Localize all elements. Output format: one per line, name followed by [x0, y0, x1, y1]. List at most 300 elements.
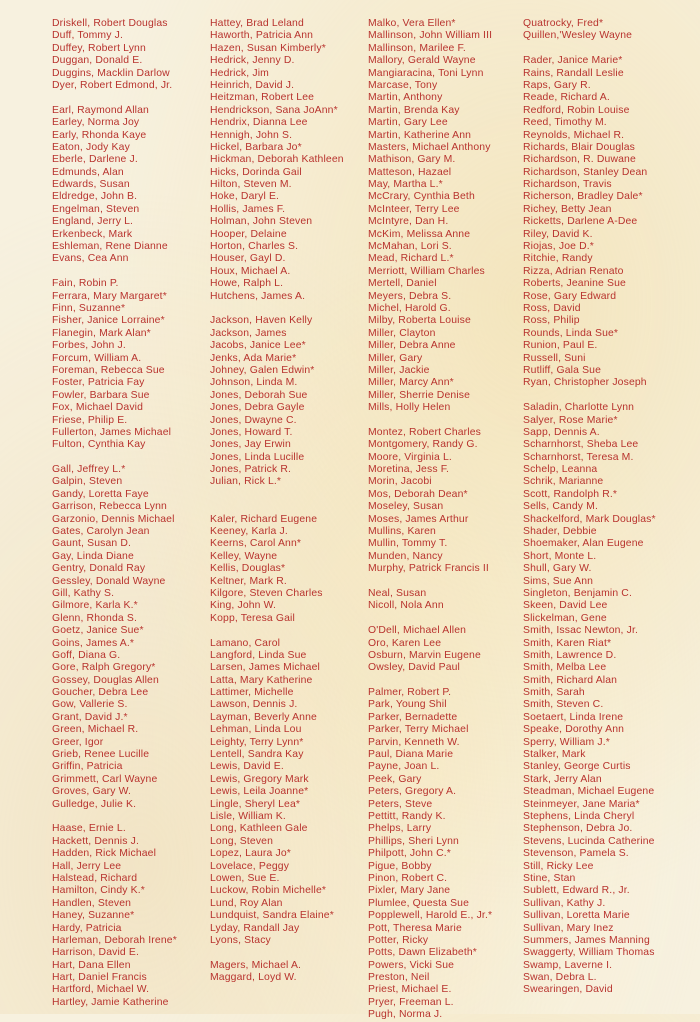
student-name: Oro, Karen Lee	[368, 637, 442, 649]
student-name: Stevenson, Pamela S.	[523, 848, 629, 860]
student-name: Forbes, John J.	[52, 340, 126, 352]
student-name: Smith, Karen Riat*	[523, 637, 612, 649]
student-name: Pott, Theresa Marie	[368, 922, 462, 934]
student-name: Hartley, Jamie Katherine	[52, 996, 169, 1008]
student-name: Grant, David J.*	[52, 711, 128, 723]
student-name: Reynolds, Michael R.	[523, 129, 625, 141]
student-name: Long, Steven	[210, 835, 274, 847]
student-name: Potts, Dawn Elizabeth*	[368, 947, 477, 959]
student-name: Powers, Vicki Sue	[368, 959, 455, 971]
student-name: Singleton, Benjamin C.	[523, 587, 632, 599]
name-column-1	[52, 18, 177, 1009]
student-name: Earl, Raymond Allan	[52, 104, 149, 116]
student-name: Gill, Kathy S.	[52, 587, 115, 599]
student-name: Gaunt, Susan D.	[52, 538, 132, 550]
student-name: Jones, Jay Erwin	[210, 439, 291, 451]
student-name: Lewis, David E.	[210, 761, 284, 773]
student-name: Lund, Roy Alan	[210, 897, 283, 909]
student-name: Hennigh, John S.	[210, 129, 293, 141]
student-name: Schrik, Marianne	[523, 476, 604, 488]
student-name: Gentry, Donald Ray	[52, 563, 146, 575]
student-name: Kilgore, Steven Charles	[210, 587, 323, 599]
student-name: Swearingen, David	[523, 984, 613, 996]
student-name: Kelley, Wayne	[210, 550, 278, 562]
student-name: Peters, Steve	[368, 798, 433, 810]
student-name: Magers, Michael A.	[210, 959, 302, 971]
student-name: Mallinson, John William III	[368, 30, 493, 42]
student-name: Leighty, Terry Lynn*	[210, 736, 304, 748]
student-name: Osburn, Marvin Eugene	[368, 649, 481, 661]
student-name: Houx, Michael A.	[210, 265, 291, 277]
student-name: McCrary, Cynthia Beth	[368, 191, 475, 203]
student-name: Green, Michael R.	[52, 724, 139, 736]
student-name: Slickelman, Gene	[523, 612, 607, 624]
student-name: Gore, Ralph Gregory*	[52, 662, 156, 674]
student-name: Miller, Gary	[368, 352, 423, 364]
student-name: Quatrocky, Fred*	[523, 18, 604, 29]
student-name: Philpott, John C.*	[368, 848, 451, 860]
student-name: Foster, Patricia Fay	[52, 377, 145, 389]
student-name: McIntyre, Dan H.	[368, 216, 449, 228]
student-name: Gulledge, Julie K.	[52, 798, 137, 810]
student-name: Layman, Beverly Anne	[210, 711, 317, 723]
student-name: Dyer, Robert Edmond, Jr.	[52, 79, 173, 91]
student-name: Murphy, Patrick Francis II	[368, 563, 489, 575]
group-spacer	[52, 92, 177, 104]
student-name: Raps, Gary R.	[523, 79, 591, 91]
student-name: Swamp, Laverne I.	[523, 959, 613, 971]
student-name: Handlen, Steven	[52, 897, 132, 909]
student-name: Glenn, Rhonda S.	[52, 612, 138, 624]
student-name: Stephens, Linda Cheryl	[523, 811, 635, 822]
student-name: Smith, Steven C.	[523, 699, 604, 711]
student-name: Hartford, Michael W.	[52, 984, 150, 996]
student-name: Lundquist, Sandra Elaine*	[210, 910, 334, 922]
student-name: Hackett, Dennis J.	[52, 835, 140, 847]
student-name: Fain, Robin P.	[52, 278, 119, 290]
student-name: Ricketts, Darlene A-Dee	[523, 216, 638, 228]
student-name: Richardson, Travis	[523, 179, 612, 191]
student-name: Lisle, William K.	[210, 811, 286, 822]
student-name: Galpin, Steven	[52, 476, 123, 488]
student-name: Eldredge, John B.	[52, 191, 138, 203]
student-name: McKim, Melissa Anne	[368, 228, 471, 240]
student-name: Edwards, Susan	[52, 179, 130, 191]
student-name: Groves, Gary W.	[52, 786, 132, 798]
student-name: Stephenson, Debra Jo.	[523, 823, 633, 835]
student-name: Richerson, Bradley Dale*	[523, 191, 643, 203]
name-column-4	[523, 18, 656, 997]
student-name: Hilton, Steven M.	[210, 179, 292, 191]
student-name: Pixler, Mary Jane	[368, 885, 451, 897]
student-name: Goucher, Debra Lee	[52, 687, 149, 699]
student-name: Julian, Rick L.*	[210, 476, 282, 488]
student-name: Martin, Gary Lee	[368, 117, 448, 129]
student-name: Gossey, Douglas Allen	[52, 674, 159, 686]
student-name: Phillips, Sheri Lynn	[368, 835, 459, 847]
student-name: Matteson, Hazael	[368, 166, 452, 178]
student-name: Hendrix, Dianna Lee	[210, 117, 308, 129]
student-name: Goins, James A.*	[52, 637, 135, 649]
student-name: O'Dell, Michael Allen	[368, 625, 467, 637]
student-name: Jones, Debra Gayle	[210, 402, 305, 414]
student-name: Duggins, Macklin Darlow	[52, 67, 170, 79]
student-name: Grieb, Renee Lucille	[52, 749, 150, 761]
student-name: Hollis, James F.	[210, 203, 286, 215]
student-name: Eshleman, Rene Dianne	[52, 241, 168, 253]
student-name: Forcum, William A.	[52, 352, 142, 364]
student-name: Fullerton, James Michael	[52, 426, 172, 438]
student-name: Rader, Janice Marie*	[523, 55, 623, 67]
student-name: Ross, Philip	[523, 315, 580, 327]
student-name: Sells, Candy M.	[523, 501, 599, 513]
student-name: Peek, Gary	[368, 773, 422, 785]
student-name: Scharnhorst, Teresa M.	[523, 451, 634, 463]
student-name: Stine, Stan	[523, 872, 576, 884]
student-name: Mead, Richard L.*	[368, 253, 454, 265]
student-name: Evans, Cea Ann	[52, 253, 129, 265]
student-name: Lyons, Stacy	[210, 934, 271, 946]
student-name: Hedrick, Jim	[210, 67, 269, 79]
student-name: Ross, David	[523, 302, 581, 314]
student-name: Shull, Gary W.	[523, 563, 592, 575]
student-name: Greer, Igor	[52, 736, 104, 748]
student-name: Halstead, Richard	[52, 872, 138, 884]
student-name: Lowen, Sue E.	[210, 872, 280, 884]
student-name: Masters, Michael Anthony	[368, 141, 491, 153]
student-name: McInteer, Terry Lee	[368, 203, 460, 215]
student-name: Scharnhorst, Sheba Lee	[523, 439, 639, 451]
student-name: Mullins, Karen	[368, 526, 436, 538]
student-name: Rains, Randall Leslie	[523, 67, 624, 79]
student-name: Stanley, George Curtis	[523, 761, 631, 773]
student-name: Swaggerty, William Thomas	[523, 947, 655, 959]
student-name: May, Martha L.*	[368, 179, 443, 191]
student-name: Hardy, Patricia	[52, 922, 122, 934]
student-name: Riley, David K.	[523, 228, 593, 240]
student-name: Gandy, Loretta Faye	[52, 488, 149, 500]
student-name: Lehman, Linda Lou	[210, 724, 302, 736]
student-name: Finn, Suzanne*	[52, 302, 126, 314]
student-name: Pinon, Robert C.	[368, 872, 448, 884]
student-name: Salyer, Rose Marie*	[523, 414, 618, 426]
student-name: Driskell, Robert Douglas	[52, 18, 168, 29]
student-name: Griffin, Patricia	[52, 761, 123, 773]
student-name: Rizza, Adrian Renato	[523, 265, 624, 277]
student-name: Runion, Paul E.	[523, 340, 598, 352]
student-name: Earley, Norma Joy	[52, 117, 140, 129]
student-name: Hoke, Daryl E.	[210, 191, 280, 203]
student-name: Ryan, Christopher Joseph	[523, 377, 647, 389]
group-spacer	[210, 625, 344, 637]
student-name: Jones, Patrick R.	[210, 464, 292, 476]
student-name: Sublett, Edward R., Jr.	[523, 885, 630, 897]
student-name: Lyday, Randall Jay	[210, 922, 300, 934]
student-name: Hamilton, Cindy K.*	[52, 885, 145, 897]
student-name: Martin, Katherine Ann	[368, 129, 472, 141]
student-name: Hazen, Susan Kimberly*	[210, 42, 326, 54]
name-column-3	[368, 18, 492, 1022]
student-name: Lattimer, Michelle	[210, 687, 294, 699]
student-name: Michel, Harold G.	[368, 302, 451, 314]
student-name: Friese, Philip E.	[52, 414, 128, 426]
student-name: Johney, Galen Edwin*	[210, 364, 315, 376]
student-name: Lewis, Gregory Mark	[210, 773, 309, 785]
student-name: Shoemaker, Alan Eugene	[523, 538, 644, 550]
student-name: Grimmett, Carl Wayne	[52, 773, 158, 785]
student-name: Ritchie, Randy	[523, 253, 593, 265]
student-name: Parker, Terry Michael	[368, 724, 469, 736]
student-name: Preston, Neil	[368, 972, 430, 984]
student-name: Houser, Gayl D.	[210, 253, 286, 265]
student-name: Pugh, Norma J.	[368, 1009, 443, 1021]
student-name: Mullin, Tommy T.	[368, 538, 448, 550]
student-name: Duggan, Donald E.	[52, 55, 143, 67]
student-name: Pettitt, Randy K.	[368, 811, 446, 822]
student-name: Fulton, Cynthia Kay	[52, 439, 146, 451]
student-name: Speake, Dorothy Ann	[523, 724, 625, 736]
student-name: Nicoll, Nola Ann	[368, 600, 444, 612]
student-name: Paul, Diana Marie	[368, 749, 454, 761]
student-name: Mallinson, Marilee F.	[368, 42, 466, 54]
student-name: Fowler, Barbara Sue	[52, 389, 150, 401]
student-name: Pryer, Freeman L.	[368, 996, 454, 1008]
student-name: Steadman, Michael Eugene	[523, 786, 655, 798]
student-name: Richards, Blair Douglas	[523, 141, 636, 153]
student-name: Saladin, Charlotte Lynn	[523, 402, 635, 414]
student-name: Holman, John Steven	[210, 216, 313, 228]
student-name: Hendrickson, Sana JoAnn*	[210, 104, 338, 116]
student-name: Meyers, Debra S.	[368, 290, 452, 302]
student-name: Stalker, Mark	[523, 749, 586, 761]
student-name: Park, Young Shil	[368, 699, 447, 711]
student-name: Still, Ricky Lee	[523, 860, 594, 872]
student-name: Jenks, Ada Marie*	[210, 352, 297, 364]
student-name: Lewis, Leila Joanne*	[210, 786, 309, 798]
student-name: Heitzman, Robert Lee	[210, 92, 315, 104]
student-name: Mills, Holly Helen	[368, 402, 451, 414]
student-name: Hart, Dana Ellen	[52, 959, 131, 971]
student-name: Engelman, Steven	[52, 203, 140, 215]
student-name: Hickel, Barbara Jo*	[210, 141, 302, 153]
student-name: Keltner, Mark R.	[210, 575, 287, 587]
student-name: Harrison, David E.	[52, 947, 140, 959]
student-name: Malko, Vera Ellen*	[368, 18, 456, 29]
student-name: Miller, Marcy Ann*	[368, 377, 454, 389]
student-name: Keeney, Karla J.	[210, 526, 288, 538]
student-name: Sullivan, Loretta Marie	[523, 910, 630, 922]
student-name: Goff, Diana G.	[52, 649, 121, 661]
student-name: Howe, Ralph L.	[210, 278, 284, 290]
student-name: Phelps, Larry	[368, 823, 432, 835]
student-name: Summers, James Manning	[523, 934, 650, 946]
student-name: Milby, Roberta Louise	[368, 315, 471, 327]
student-name: Shader, Debbie	[523, 526, 597, 538]
student-name: Hadden, Rick Michael	[52, 848, 157, 860]
student-name: Moses, James Arthur	[368, 513, 469, 525]
group-spacer	[368, 675, 492, 687]
student-name: Garzonio, Dennis Michael	[52, 513, 175, 525]
student-name: Hedrick, Jenny D.	[210, 55, 295, 67]
student-name: Edmunds, Alan	[52, 166, 124, 178]
student-name: Hicks, Dorinda Gail	[210, 166, 302, 178]
student-name: Jones, Linda Lucille	[210, 451, 305, 463]
student-name: Palmer, Robert P.	[368, 687, 452, 699]
student-name: Soetaert, Linda Irene	[523, 711, 624, 723]
student-name: Duff, Tommy J.	[52, 30, 124, 42]
student-name: Russell, Suni	[523, 352, 586, 364]
student-name: Harleman, Deborah Irene*	[52, 934, 177, 946]
student-name: Steinmeyer, Jane Maria*	[523, 798, 640, 810]
student-name: Reade, Richard A.	[523, 92, 610, 104]
student-name: Smith, Richard Alan	[523, 674, 618, 686]
student-name: Smith, Issac Newton, Jr.	[523, 625, 639, 637]
student-name: Sullivan, Mary Inez	[523, 922, 614, 934]
group-spacer	[210, 501, 344, 513]
student-name: Morin, Jacobi	[368, 476, 432, 488]
student-name: Parker, Bernadette	[368, 711, 458, 723]
student-name: Gay, Linda Diane	[52, 550, 134, 562]
student-name: Smith, Melba Lee	[523, 662, 607, 674]
group-spacer	[368, 415, 492, 427]
student-name: Priest, Michael E.	[368, 984, 452, 996]
student-name: Stevens, Lucinda Catherine	[523, 835, 655, 847]
student-name: Lentell, Sandra Kay	[210, 749, 304, 761]
name-column-2	[210, 18, 344, 984]
group-spacer	[52, 452, 177, 464]
student-name: Sullivan, Kathy J.	[523, 897, 606, 909]
student-name: Jackson, James	[210, 327, 287, 339]
student-name: Martin, Brenda Kay	[368, 104, 460, 116]
student-name: Swan, Debra L.	[523, 972, 597, 984]
student-name: Fox, Michael David	[52, 402, 144, 414]
student-name: Langford, Linda Sue	[210, 649, 307, 661]
student-name: Schelp, Leanna	[523, 464, 598, 476]
student-name: Moseley, Susan	[368, 501, 444, 513]
student-name: Latta, Mary Katherine	[210, 674, 313, 686]
student-name: Jones, Deborah Sue	[210, 389, 308, 401]
student-name: Parvin, Kenneth W.	[368, 736, 460, 748]
student-name: Haase, Ernie L.	[52, 823, 126, 835]
student-name: Sperry, William J.*	[523, 736, 610, 748]
student-name: Mallory, Gerald Wayne	[368, 55, 476, 67]
student-name: Moore, Virginia L.	[368, 451, 452, 463]
student-name: Miller, Clayton	[368, 327, 436, 339]
student-name: Eaton, Jody Kay	[52, 141, 130, 153]
group-spacer	[210, 489, 344, 501]
student-name: Potter, Ricky	[368, 934, 429, 946]
student-name: Flanegin, Mark Alan*	[52, 327, 151, 339]
student-name: Richey, Betty Jean	[523, 203, 612, 215]
student-name: England, Jerry L.	[52, 216, 134, 228]
student-name: Goetz, Janice Sue*	[52, 625, 144, 637]
student-name: Mos, Deborah Dean*	[368, 488, 468, 500]
student-name: Lingle, Sheryl Lea*	[210, 798, 301, 810]
group-spacer	[210, 947, 344, 959]
student-name: Mertell, Daniel	[368, 278, 437, 290]
student-name: Long, Kathleen Gale	[210, 823, 308, 835]
student-name: Maggard, Loyd W.	[210, 972, 297, 984]
group-spacer	[52, 266, 177, 278]
student-name: Luckow, Robin Michelle*	[210, 885, 327, 897]
group-spacer	[210, 303, 344, 315]
student-name: Hattey, Brad Leland	[210, 18, 304, 29]
student-name: Popplewell, Harold E., Jr.*	[368, 910, 493, 922]
student-name: Jones, Howard T.	[210, 426, 293, 438]
student-name: Payne, Joan L.	[368, 761, 440, 773]
student-name: Lovelace, Peggy	[210, 860, 290, 872]
student-name: Larsen, James Michael	[210, 662, 320, 674]
student-name: Roberts, Jeanine Sue	[523, 278, 626, 290]
student-name: King, John W.	[210, 600, 277, 612]
student-name: Miller, Debra Anne	[368, 340, 456, 352]
student-name: Munden, Nancy	[368, 550, 443, 562]
student-name: Pigue, Bobby	[368, 860, 432, 872]
student-name: Moretina, Jess F.	[368, 464, 450, 476]
student-name: Ferrara, Mary Margaret*	[52, 290, 167, 302]
student-name: Early, Rhonda Kaye	[52, 129, 147, 141]
student-name: Hall, Jerry Lee	[52, 860, 122, 872]
student-name: Jones, Dwayne C.	[210, 414, 297, 426]
student-name: Stark, Jerry Alan	[523, 773, 602, 785]
student-name: Miller, Jackie	[368, 364, 430, 376]
student-name: Gilmore, Karla K.*	[52, 600, 138, 612]
student-name: Fisher, Janice Lorraine*	[52, 315, 165, 327]
student-name: Short, Monte L.	[523, 550, 597, 562]
student-name: Haney, Suzanne*	[52, 910, 135, 922]
student-name: Jacobs, Janice Lee*	[210, 340, 306, 352]
student-name: Reed, Timothy M.	[523, 117, 607, 129]
student-name: Montgomery, Randy G.	[368, 439, 478, 451]
student-name: Shackelford, Mark Douglas*	[523, 513, 656, 525]
student-name: Garrison, Rebecca Lynn	[52, 501, 167, 513]
student-name: Scott, Randolph R.*	[523, 488, 618, 500]
student-name: Erkenbeck, Mark	[52, 228, 133, 240]
student-name: Keerns, Carol Ann*	[210, 538, 302, 550]
student-name: Skeen, David Lee	[523, 600, 608, 612]
student-name: Lopez, Laura Jo*	[210, 848, 291, 860]
student-name: Richardson, R. Duwane	[523, 154, 636, 166]
student-name: Haworth, Patricia Ann	[210, 30, 314, 42]
student-name: Jackson, Haven Kelly	[210, 315, 313, 327]
student-name: Lamano, Carol	[210, 637, 281, 649]
group-spacer	[52, 811, 177, 823]
group-spacer	[523, 390, 656, 402]
student-name: Neal, Susan	[368, 587, 427, 599]
student-name: Lawson, Dennis J.	[210, 699, 298, 711]
student-name: Gessley, Donald Wayne	[52, 575, 166, 587]
student-name: Kopp, Teresa Gail	[210, 612, 295, 624]
student-name: Plumlee, Questa Sue	[368, 897, 470, 909]
student-name: Marcase, Tony	[368, 79, 438, 91]
group-spacer	[368, 576, 492, 588]
student-name: Gates, Carolyn Jean	[52, 526, 150, 538]
student-name: Miller, Sherrie Denise	[368, 389, 471, 401]
student-name: Gall, Jeffrey L.*	[52, 464, 126, 476]
student-name: Riojas, Joe D.*	[523, 241, 594, 253]
student-name: Smith, Sarah	[523, 687, 585, 699]
student-name: McMahan, Lori S.	[368, 241, 452, 253]
student-name: Horton, Charles S.	[210, 241, 299, 253]
student-name: Mangiaracina, Toni Lynn	[368, 67, 484, 79]
student-name: Montez, Robert Charles	[368, 426, 482, 438]
student-name: Quillen,'Wesley Wayne	[523, 30, 633, 42]
student-name: Foreman, Rebecca Sue	[52, 364, 165, 376]
student-name: Sapp, Dennis A.	[523, 426, 600, 438]
student-name: Richardson, Stanley Dean	[523, 166, 648, 178]
student-name: Mathison, Gary M.	[368, 154, 456, 166]
student-name: Duffey, Robert Lynn	[52, 42, 146, 54]
